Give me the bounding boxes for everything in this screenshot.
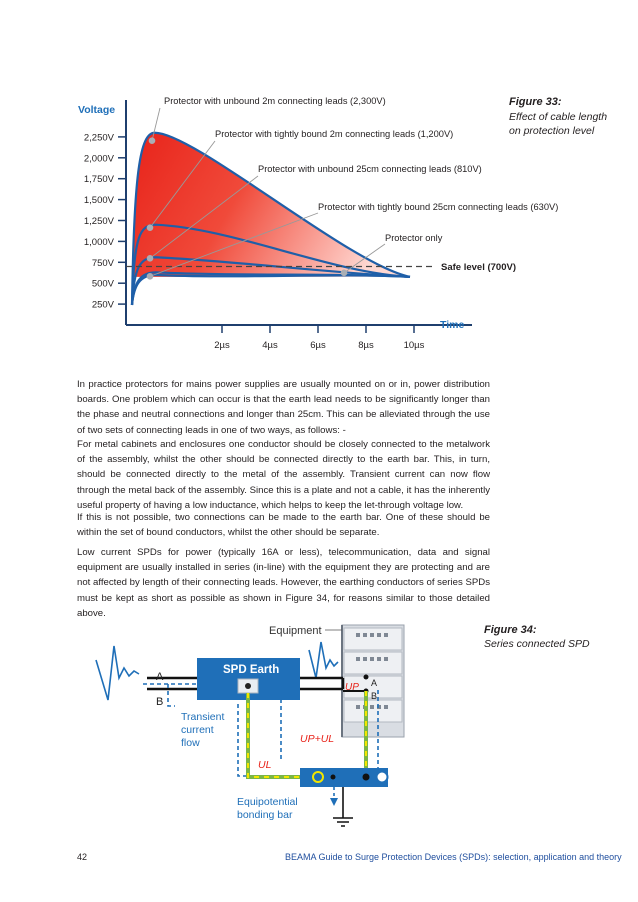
cable-length-chart [0, 0, 638, 360]
figure-33-title: Figure 33: [509, 96, 562, 108]
label-up-plus-ul: UP+UL [300, 733, 335, 745]
y-tick-label: 1,500V [83, 195, 114, 207]
x-axis-label: Time [440, 319, 465, 331]
label-line-a-right: A [371, 678, 378, 688]
y-tick-label: 2,000V [83, 153, 114, 165]
y-tick-label: 750V [91, 257, 114, 269]
paragraph-2: For metal cabinets and enclosures one conductor should be closely connected to the metalwork of the assembly, whilst the other should be connected directly to the earth bar. This, in turn, should be connected directly to the metal of the assembly. Transient current can now flow through the metal back of the assembly. Since this is a plate and not a cable, it has the inherently useful property of having a low inductance, which helps to keep the let-through voltage low. [77, 439, 490, 511]
safe-level-label: Safe level (700V) [441, 261, 516, 273]
label-transient-3: flow [181, 737, 200, 749]
y-tick-label: 250V [91, 299, 114, 311]
label-up: UP [345, 682, 359, 693]
label-transient-1: Transient [181, 711, 225, 723]
label-line-b-left: B [156, 696, 164, 708]
figure-33-caption-line1: Effect of cable length [509, 111, 608, 123]
y-tick-label: 1,250V [83, 216, 114, 227]
label-spd-earth: SPD Earth [223, 664, 280, 676]
figure-34-title: Figure 34: [484, 624, 537, 636]
x-tick-label: 4µs [262, 340, 278, 351]
page-number: 42 [77, 852, 88, 862]
series-label: Protector only [385, 233, 443, 243]
y-tick-label: 500V [91, 278, 114, 290]
y-tick-label: 1,750V [83, 174, 114, 186]
label-line-b-right: B [371, 691, 378, 701]
surge-waveform-right-icon [309, 642, 338, 678]
current-arrow-down-icon [330, 798, 338, 806]
surge-waveform-left-icon [96, 646, 139, 700]
x-tick-label: 6µs [310, 340, 326, 351]
callout-dot [341, 270, 348, 277]
y-axis-label: Voltage [78, 104, 116, 116]
callout-dot [147, 255, 154, 262]
label-equipotential-1: Equipotential [237, 796, 298, 808]
earth-ground-icon [333, 818, 353, 826]
label-transient-2: current [181, 724, 214, 736]
y-tick-label: 1,000V [83, 236, 114, 248]
series-line [132, 275, 410, 305]
figure-33-caption-line2: on protection level [509, 125, 595, 137]
label-line-a-left: A [156, 671, 164, 683]
label-equipment: Equipment [269, 625, 322, 637]
series-label: Protector with tightly bound 25cm connecting leads (630V) [318, 202, 559, 212]
x-tick-label: 10µs [403, 340, 425, 351]
callout-dot [147, 273, 154, 280]
label-ul: UL [258, 759, 272, 771]
voltage-envelope-fill [132, 133, 410, 305]
series-label: Protector with unbound 25cm connecting leads (810V) [258, 164, 482, 174]
series-label: Protector with tightly bound 2m connecting leads (1,200V) [215, 129, 454, 139]
x-tick-label: 8µs [358, 340, 374, 351]
y-tick-label: 2,250V [83, 132, 114, 144]
envelope-area [132, 133, 410, 305]
paragraph-4: Low current SPDs for power (typically 16A or less), telecommunication, data and signal equipment are usually installed in series (in-line) with the equipment they are protecting and are not affected by length of their connecting leads. However, the earthing conductors of series SPDs must be kept as short as possible as shown in Figure 34, for reasons similar to those detailed above. [77, 547, 490, 619]
paragraph-3: If this is not possible, two connections can be made to the earth bar. One of these should be within the set of bound conductors, whilst the other should be separate. [77, 512, 490, 539]
label-equipotential-2: bonding bar [237, 809, 293, 821]
callout-dot [147, 224, 154, 231]
callout-dot [149, 137, 156, 144]
figure-34-caption: Series connected SPD [484, 638, 590, 650]
footer-title: BEAMA Guide to Surge Protection Devices (SPDs): selection, application and theory [285, 852, 622, 862]
paragraph-1: In practice protectors for mains power supplies are usually mounted on or in, power distribution boards. One problem which can occur is that the earth lead needs to be significantly longer than the phase and neutral connections and longer than 25cm. This can be alleviated through the use of two sets of connecting leads in one of two ways, as follows: - [77, 379, 490, 436]
x-tick-label: 2µs [214, 340, 230, 351]
series-line [132, 272, 410, 305]
series-label: Protector with unbound 2m connecting leads (2,300V) [164, 96, 386, 106]
